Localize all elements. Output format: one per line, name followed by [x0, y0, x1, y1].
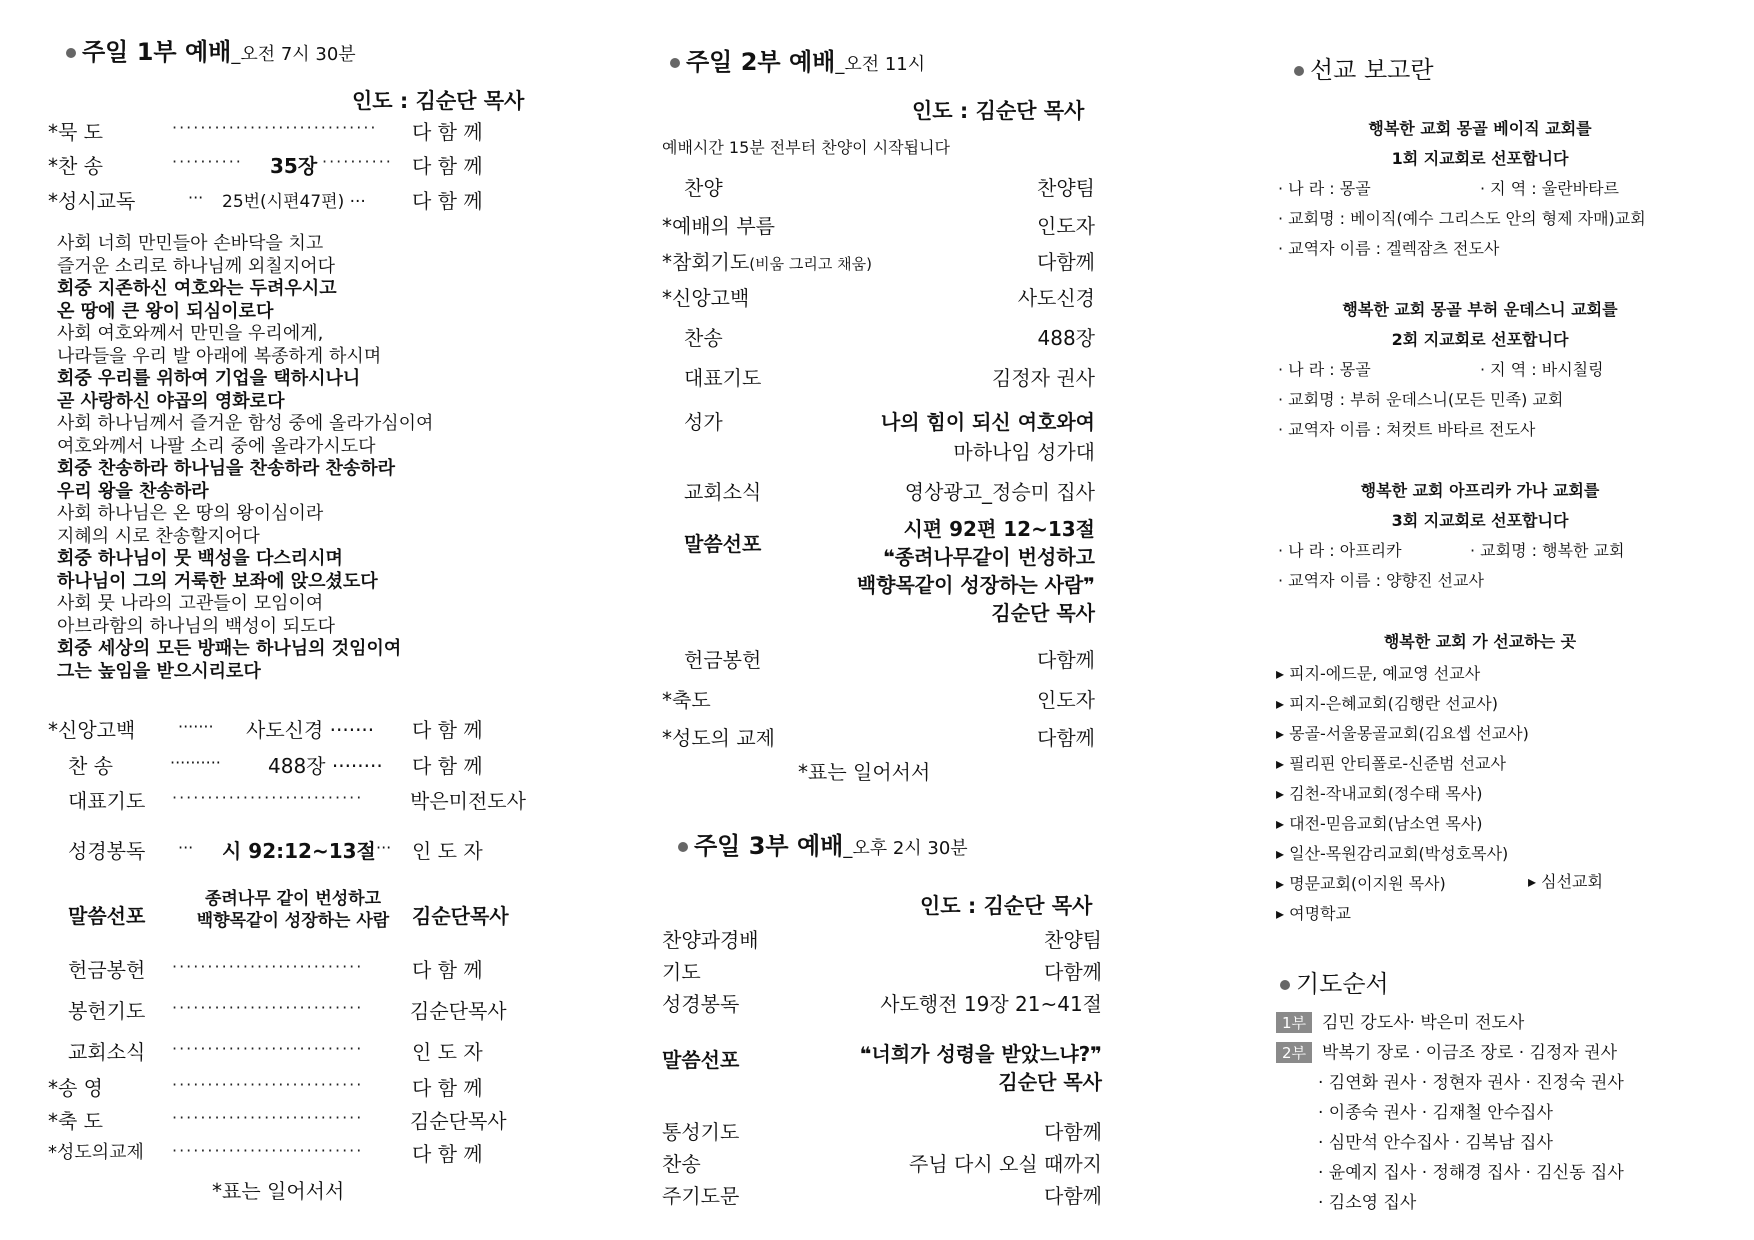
sermon-title-line: ❝종려나무같이 번성하고: [883, 545, 1095, 569]
order-label: 묵 도: [58, 120, 103, 144]
bullet-icon: [1294, 66, 1304, 76]
mission-place: ▸ 일산-목원감리교회(박성호목사): [1276, 844, 1509, 863]
order-right: 다함께: [1044, 960, 1102, 984]
mission-block-heading: 행복한 교회 아프리카 가나 교회를: [1360, 481, 1600, 500]
order-right: 다 함 께: [412, 189, 483, 213]
reading-line: 아브라함의 하나님의 백성이 되도다: [57, 615, 335, 637]
reading-line: 사회 뭇 나라의 고관들이 모임이여: [57, 593, 324, 614]
stand-footnote: *표는 일어서서: [798, 760, 931, 784]
order-label: 참회기도: [672, 250, 750, 274]
order-item: [48, 1105, 103, 1135]
service-3-time: _오후 2시 30분: [843, 838, 968, 859]
order-item: [48, 714, 135, 744]
order-mid: 35장: [270, 154, 318, 178]
responsive-reading: [57, 233, 433, 683]
mission-place: ▸ 김천-작내교회(정수태 목사): [1276, 784, 1483, 803]
leader-dots: ···························: [172, 957, 364, 976]
order-item: [662, 246, 872, 275]
order-label: 기도: [662, 960, 701, 984]
order-label: 주기도문: [662, 1184, 740, 1208]
leader-dots: ···························: [172, 1141, 364, 1160]
sermon-title: [182, 888, 404, 932]
sermon-title-line: 백향목같이 성장하는 사람: [196, 911, 390, 931]
mission-places-heading: 행복한 교회 가 선교하는 곳: [1383, 632, 1577, 651]
service-3-title: 주일 3부 예배: [694, 832, 844, 860]
sermon-block: [780, 515, 1095, 627]
reading-line: 곧 사랑하신 야곱의 영화로다: [57, 390, 285, 412]
sermon-label: 말씀선포: [68, 904, 146, 928]
service-1-leader: 인도 : 김순단 목사: [352, 89, 525, 113]
mission-line: · 나 라 : 몽골: [1278, 179, 1371, 198]
order-label: 봉헌기도: [68, 999, 146, 1023]
stand-marker: *: [48, 120, 58, 144]
service-2-leader: 인도 : 김순단 목사: [912, 99, 1085, 123]
mission-place: ▸ 몽골-서울몽골교회(김요셉 선교사): [1276, 724, 1529, 743]
order-label: 교회소식: [684, 480, 762, 504]
order-right: 다 함 께: [412, 718, 483, 742]
stand-marker: *: [662, 688, 672, 712]
order-item: [68, 785, 145, 815]
leader-dots: ···: [188, 188, 204, 207]
order-right: 찬양팀: [1044, 928, 1102, 952]
mission-block-heading: 2회 지교회로 선포합니다: [1391, 330, 1569, 349]
order-right: 인도자: [1037, 214, 1095, 238]
reading-line: 회중 찬송하라 하나님을 찬송하라 찬송하라: [57, 458, 396, 479]
mission-region: · 교회명 : 행복한 교회: [1470, 541, 1625, 560]
prayer-row: [1276, 1008, 1524, 1033]
order-label: 신앙고백: [672, 286, 750, 310]
mission-block-heading: 3회 지교회로 선포합니다: [1391, 511, 1569, 530]
order-item: [48, 1072, 103, 1102]
order-right: 영상광고_정승미 집사: [904, 480, 1095, 504]
leader-dots: ···: [376, 838, 392, 857]
leader-dots: ··········: [172, 152, 243, 171]
prayer-names: · 김소영 집사: [1318, 1193, 1417, 1213]
mission-block-heading: 행복한 교회 몽골 베이직 교회를: [1368, 119, 1592, 138]
stand-marker: *: [662, 214, 672, 238]
order-right: 김순단목사: [410, 999, 507, 1023]
sermon-label: 말씀선포: [684, 532, 762, 556]
order-item: [48, 185, 135, 215]
preacher: 김순단목사: [412, 904, 509, 928]
order-right: 김정자 권사: [992, 366, 1095, 390]
stand-marker: *: [48, 189, 58, 213]
reading-line: 그는 높임을 받으시리로다: [57, 660, 261, 682]
order-label: 교회소식: [68, 1040, 146, 1064]
stand-marker: *: [48, 718, 58, 742]
mission-places-list: [1276, 659, 1529, 929]
mission-place: ▸ 필리핀 안티폴로-신준범 선교사: [1276, 754, 1506, 773]
reading-line: 회중 지존하신 여호와는 두려우시고: [57, 278, 337, 299]
leader-dots: ···························: [172, 1075, 364, 1094]
order-right: 인 도 자: [412, 1040, 483, 1064]
preacher: 김순단 목사: [998, 1070, 1102, 1094]
order-label: 축 도: [58, 1109, 103, 1133]
reading-line: 온 땅에 큰 왕이 되심이로다: [57, 300, 274, 322]
mission-region: · 지 역 : 울란바타르: [1480, 179, 1620, 198]
anthem-label: 성가: [684, 410, 723, 434]
mission-place: ▸ 여명학교: [1276, 904, 1351, 923]
scripture-reading-label: 성경봉독: [68, 839, 146, 863]
reading-line: 회중 우리를 위하여 기업을 택하시나니: [57, 368, 361, 389]
leader-dots: ·····························: [172, 118, 378, 137]
mission-line: · 교회명 : 베이직(예수 그리스도 안의 형제 자매)교회: [1278, 209, 1646, 228]
mission-place: ▸ 대전-믿음교회(남소연 목사): [1276, 814, 1483, 833]
prayer-names: · 윤예지 집사 · 정해경 집사 · 김신동 집사: [1318, 1163, 1624, 1183]
service-2-note: 예배시간 15분 전부터 찬양이 시작됩니다: [662, 138, 950, 157]
order-label: 찬송: [684, 326, 723, 350]
leader-dots: ··········: [322, 152, 393, 171]
scripture-ref: 시 92:12~13절: [222, 839, 376, 863]
service-3-heading: [678, 826, 968, 861]
preacher: 김순단 목사: [991, 601, 1095, 625]
mission-line: · 교역자 이름 : 양향진 선교사: [1278, 571, 1484, 590]
order-label: 성도의교제: [57, 1142, 144, 1163]
service-badge: 2부: [1276, 1042, 1312, 1063]
mission-place: ▸ 심선교회: [1528, 872, 1603, 891]
sermon-title-line: 백향목같이 성장하는 사람❞: [856, 573, 1095, 597]
leader-dots: ···························: [172, 998, 364, 1017]
order-label: 축도: [672, 688, 711, 712]
order-right: 다 함 께: [412, 154, 483, 178]
service-2-heading: [670, 42, 925, 77]
order-right: 찬양팀: [1037, 176, 1095, 200]
reading-line: 즐거운 소리로 하나님께 외칠지어다: [57, 255, 335, 277]
order-label: 대표기도: [684, 366, 762, 390]
order-right: 다함께: [1044, 1184, 1102, 1208]
order-label: 찬 송: [58, 154, 103, 178]
reading-line: 하나님이 그의 거룩한 보좌에 앉으셨도다: [57, 570, 378, 592]
order-item: [48, 116, 103, 146]
order-right: 다 함 께: [412, 754, 483, 778]
order-label: 찬송: [662, 1152, 701, 1176]
prayer-names: · 김연화 권사 · 정현자 권사 · 진정숙 권사: [1318, 1073, 1624, 1093]
sermon-title-line: 종려나무 같이 번성하고: [204, 889, 382, 909]
order-item: [48, 1138, 144, 1168]
reading-line: 우리 왕을 찬송하라: [57, 480, 209, 502]
mission-line: · 나 라 : 아프리카: [1278, 541, 1402, 560]
mission-place: ▸ 피지-은혜교회(김행란 선교사): [1276, 694, 1498, 713]
order-label: 송 영: [58, 1076, 103, 1100]
mission-line: · 나 라 : 몽골: [1278, 360, 1371, 379]
order-label: 헌금봉헌: [684, 648, 762, 672]
mission-region: · 지 역 : 바시칠링: [1480, 360, 1604, 379]
order-label: 헌금봉헌: [68, 958, 146, 982]
order-right: 다함께: [1044, 1120, 1102, 1144]
stand-marker: *: [662, 286, 672, 310]
sermon-scripture: 시편 92편 12~13절: [903, 517, 1095, 541]
prayer-names: 박복기 장로 · 이금조 장로 · 김정자 권사: [1322, 1043, 1618, 1063]
mission-title: 선교 보고란: [1310, 56, 1434, 84]
leader-dots: ···························: [172, 1108, 364, 1127]
order-right: 488장: [1037, 326, 1095, 350]
order-label: 찬양과경배: [662, 928, 759, 952]
stand-marker: *: [48, 154, 58, 178]
reading-line: 사회 여호와께서 만민을 우리에게,: [57, 323, 324, 344]
prayer-title: 기도순서: [1296, 970, 1389, 998]
leader-dots: ···························: [172, 1039, 364, 1058]
order-label: 성도의 교제: [672, 726, 775, 750]
prayer-row: [1276, 1038, 1617, 1063]
mission-place: ▸ 피지-에드문, 예교영 선교사: [1276, 664, 1481, 683]
stand-marker: *: [662, 726, 672, 750]
order-item: [662, 722, 775, 751]
order-right: 다함께: [1037, 648, 1095, 672]
leader-dots: ···: [178, 838, 194, 857]
stand-marker: *: [662, 250, 672, 274]
order-right: 다 함 께: [412, 1142, 483, 1166]
order-right: 김순단목사: [410, 1109, 507, 1133]
sermon-title-line: ❝너희가 성령을 받았느냐?❞: [859, 1042, 1102, 1066]
order-right: 다함께: [1037, 726, 1095, 750]
reading-line: 나라들을 우리 발 아래에 복종하게 하시며: [57, 345, 382, 367]
reading-line: 회중 세상의 모든 방패는 하나님의 것임이여: [57, 638, 402, 659]
order-right: 박은미전도사: [410, 789, 526, 813]
stand-marker: *: [48, 1142, 57, 1163]
order-label: 찬 송: [68, 754, 113, 778]
service-badge: 1부: [1276, 1012, 1312, 1033]
stand-marker: *: [48, 1076, 58, 1100]
service-1-title: 주일 1부 예배: [82, 38, 232, 66]
mission-line: · 교역자 이름 : 겔렉잠츠 전도사: [1278, 239, 1500, 258]
order-right: 인도자: [1037, 688, 1095, 712]
order-label: 신앙고백: [58, 718, 136, 742]
stand-footnote: *표는 일어서서: [212, 1179, 345, 1203]
mission-heading: [1294, 50, 1434, 85]
prayer-names: · 심만석 안수집사 · 김복남 집사: [1318, 1133, 1553, 1153]
order-right: 인 도 자: [412, 839, 483, 863]
bullet-icon: [670, 58, 680, 68]
sermon-block: [780, 1040, 1102, 1096]
reading-line: 지혜의 시로 찬송할지어다: [57, 525, 260, 547]
order-item: [662, 210, 775, 239]
prayer-heading: [1280, 964, 1389, 999]
reading-line: 회중 하나님이 뭇 백성을 다스리시며: [57, 548, 343, 569]
mission-block-heading: 행복한 교회 몽골 부허 운데스니 교회를: [1342, 300, 1618, 319]
stand-marker: *: [48, 1109, 58, 1133]
order-item: [68, 750, 113, 780]
order-right: 다함께: [1037, 250, 1095, 274]
order-mid: 사도신경 ·······: [246, 718, 375, 742]
prayer-more: [1318, 1068, 1624, 1218]
anthem-title: 나의 힘이 되신 여호와여: [880, 410, 1095, 434]
leader-dots: ·······: [178, 717, 214, 736]
order-label: 예배의 부름: [672, 214, 775, 238]
order-label: 통성기도: [662, 1120, 740, 1144]
reading-line: 사회 하나님은 온 땅의 왕이심이라: [57, 503, 324, 524]
order-label: 성시교독: [58, 189, 136, 213]
reading-line: 사회 너희 만민들아 손바닥을 치고: [57, 233, 324, 254]
order-item: [662, 684, 711, 713]
order-label: 성경봉독: [662, 992, 740, 1016]
service-1-heading: [66, 32, 356, 67]
order-item: [48, 150, 103, 180]
reading-line: 사회 하나님께서 즐거운 함성 중에 올라가심이여: [57, 413, 434, 434]
service-1-time: _오전 7시 30분: [231, 44, 356, 65]
bullet-icon: [1280, 980, 1290, 990]
order-right: 사도행전 19장 21~41절: [880, 992, 1102, 1016]
service-2-time: _오전 11시: [835, 54, 926, 75]
leader-dots: ··········: [170, 753, 221, 772]
bullet-icon: [678, 842, 688, 852]
order-right: 주님 다시 오실 때까지: [909, 1152, 1102, 1176]
order-right: 사도신경: [1017, 286, 1095, 310]
order-label: 찬양: [684, 176, 723, 200]
prayer-names: 김민 강도사· 박은미 전도사: [1322, 1013, 1525, 1033]
prayer-names: · 이종숙 권사 · 김재철 안수집사: [1318, 1103, 1553, 1123]
order-right: 다 함 께: [412, 958, 483, 982]
service-2-title: 주일 2부 예배: [686, 48, 836, 76]
order-item: [662, 282, 749, 311]
reading-line: 여호와께서 나팔 소리 중에 올라가시도다: [57, 435, 376, 457]
order-label: 대표기도: [68, 789, 146, 813]
order-mid: 25번(시편47편) ···: [222, 192, 366, 212]
sermon-label: 말씀선포: [662, 1048, 740, 1072]
leader-dots: ···························: [172, 788, 364, 807]
mission-block-heading: 1회 지교회로 선포합니다: [1391, 149, 1569, 168]
anthem-choir: 마하나임 성가대: [953, 440, 1095, 464]
order-right: 다 함 께: [412, 1076, 483, 1100]
service-3-leader: 인도 : 김순단 목사: [920, 894, 1093, 918]
mission-line: · 교회명 : 부허 운데스니(모든 민족) 교회: [1278, 390, 1564, 409]
mission-line: · 교역자 이름 : 쳐컷트 바타르 전도사: [1278, 420, 1536, 439]
bullet-icon: [66, 48, 76, 58]
order-right: 다 함 께: [412, 120, 483, 144]
order-sublabel: (비움 그리고 채움): [749, 255, 872, 273]
order-mid: 488장 ········: [268, 754, 383, 778]
mission-place: ▸ 명문교회(이지원 목사): [1276, 874, 1446, 893]
